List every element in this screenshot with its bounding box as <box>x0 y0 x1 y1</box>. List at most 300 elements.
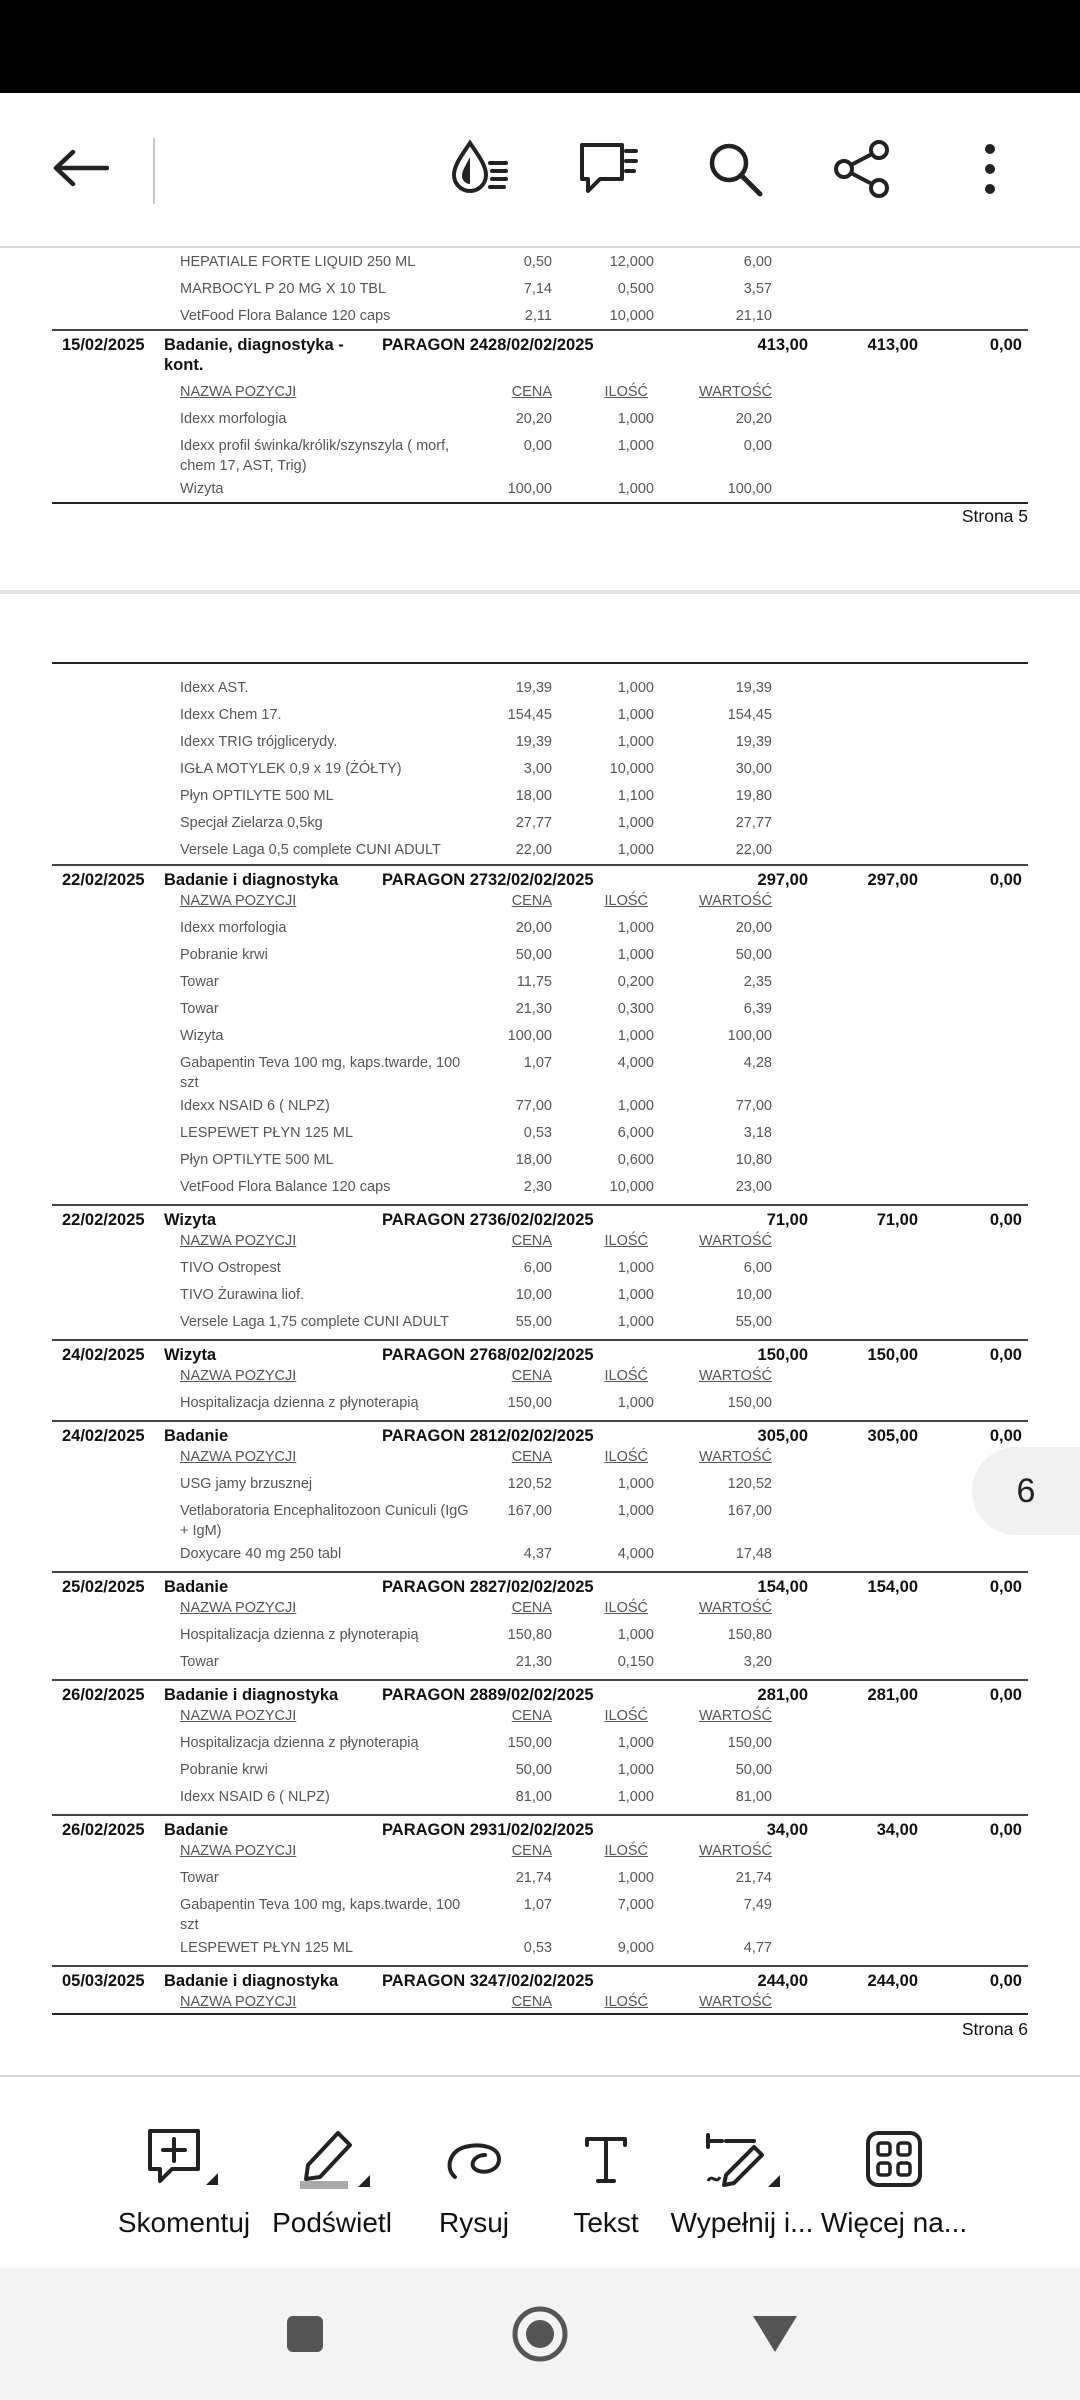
line-item-row <box>52 759 1028 785</box>
item-quantity: 1,000 <box>617 1735 654 1751</box>
item-price: 3,00 <box>523 761 552 777</box>
page-number-indicator[interactable] <box>972 1447 1080 1535</box>
line-item-row <box>52 409 1028 435</box>
item-price: 0,53 <box>523 1940 552 1956</box>
item-value: 77,00 <box>735 1098 772 1114</box>
item-price: 7,14 <box>523 281 552 297</box>
header-value: WARTOŚĆ <box>698 893 772 909</box>
item-name: Płyn OPTILYTE 500 ML <box>180 788 334 804</box>
line-item-row <box>52 1501 1028 1545</box>
transaction-row <box>52 864 1028 890</box>
header-quantity: ILOŚĆ <box>604 1233 648 1249</box>
transaction-paid: 413,00 <box>867 336 918 354</box>
item-value: 4,28 <box>743 1055 772 1071</box>
item-price: 11,75 <box>516 974 552 990</box>
line-item-row <box>52 1312 1028 1338</box>
line-item-row <box>52 252 1028 278</box>
bottom-tools-bar <box>0 2075 1080 2268</box>
item-name: Hospitalizacja dzienna z płynoterapią <box>180 1395 419 1411</box>
header-name: NAZWA POZYCJI <box>180 1233 297 1249</box>
item-price: 21,30 <box>515 1654 552 1670</box>
items-header-row <box>52 891 1028 917</box>
tool-fill-sign-label: Wypełnij i... <box>670 2207 814 2238</box>
tool-highlight-label: Podświetl <box>272 2207 392 2238</box>
items-header-row <box>52 1231 1028 1257</box>
item-quantity: 1,000 <box>617 438 654 454</box>
item-name: Idexx morfologia <box>180 411 287 427</box>
item-price: 154,45 <box>507 707 552 723</box>
item-quantity: 1,000 <box>617 734 654 750</box>
item-price: 100,00 <box>507 481 552 497</box>
item-value: 154,45 <box>727 707 772 723</box>
header-name: NAZWA POZYCJI <box>180 1708 297 1724</box>
header-price: CENA <box>511 1994 552 2010</box>
transaction-row <box>52 1679 1028 1705</box>
item-name: Gabapentin Teva 100 mg, kaps.twarde, 100 szt <box>180 1897 461 1933</box>
transaction-due: 0,00 <box>989 1346 1022 1364</box>
line-item-row <box>52 1652 1028 1678</box>
header-name: NAZWA POZYCJI <box>180 1600 297 1616</box>
header-name: NAZWA POZYCJI <box>180 1994 297 2010</box>
more-tools-icon <box>864 2129 924 2189</box>
item-quantity: 0,500 <box>617 281 654 297</box>
tool-comment-label: Skomentuj <box>117 2207 251 2238</box>
item-quantity: 10,000 <box>609 761 654 777</box>
pdf-document-view[interactable] <box>0 250 1080 2075</box>
item-quantity: 0,300 <box>617 1001 654 1017</box>
item-value: 167,00 <box>727 1503 772 1519</box>
line-item-row <box>52 1026 1028 1052</box>
transaction-paid: 71,00 <box>876 1211 918 1229</box>
item-value: 4,77 <box>743 1940 772 1956</box>
items-header-row <box>52 1598 1028 1624</box>
item-quantity: 1,000 <box>617 481 654 497</box>
transaction-total: 71,00 <box>766 1211 808 1229</box>
nav-back-button[interactable] <box>740 2268 810 2400</box>
back-button[interactable] <box>40 128 120 208</box>
item-value: 10,80 <box>735 1152 772 1168</box>
page-top-rule <box>52 662 1028 664</box>
item-quantity: 1,000 <box>617 1287 654 1303</box>
item-value: 20,20 <box>735 411 772 427</box>
line-item-row <box>52 1733 1028 1759</box>
item-name: Hospitalizacja dzienna z płynoterapią <box>180 1735 419 1751</box>
item-quantity: 9,000 <box>617 1940 654 1956</box>
header-quantity: ILOŚĆ <box>604 1449 648 1465</box>
transaction-total: 34,00 <box>766 1821 808 1839</box>
share-icon <box>831 138 893 200</box>
transaction-date: 26/02/2025 <box>62 1821 145 1839</box>
header-quantity: ILOŚĆ <box>604 1843 648 1859</box>
items-header-row <box>52 1841 1028 1867</box>
item-name: Idexx TRIG trójglicerydy. <box>180 734 338 750</box>
header-quantity: ILOŚĆ <box>604 1600 648 1616</box>
header-price: CENA <box>511 1600 552 1616</box>
item-name: MARBOCYL P 20 MG X 10 TBL <box>180 281 387 297</box>
transaction-row <box>52 1814 1028 1840</box>
line-item-row <box>52 1150 1028 1176</box>
receipt-number: PARAGON 2931/02/02/2025 <box>382 1821 594 1839</box>
header-price: CENA <box>511 893 552 909</box>
transaction-due: 0,00 <box>989 1427 1022 1445</box>
item-quantity: 1,000 <box>617 1789 654 1805</box>
back-arrow-icon <box>51 148 109 188</box>
item-value: 30,00 <box>735 761 772 777</box>
item-value: 150,80 <box>727 1627 772 1643</box>
item-quantity: 1,000 <box>617 1260 654 1276</box>
transaction-date: 26/02/2025 <box>62 1686 145 1704</box>
items-header-row <box>52 1447 1028 1473</box>
line-item-row <box>52 1177 1028 1203</box>
page-label: Strona 6 <box>961 2019 1028 2039</box>
line-item-row <box>52 1938 1028 1964</box>
comment-add-icon <box>144 2125 224 2193</box>
item-price: 1,07 <box>523 1897 552 1913</box>
receipt-number: PARAGON 2768/02/02/2025 <box>382 1346 594 1364</box>
transaction-row <box>52 1204 1028 1230</box>
item-price: 0,00 <box>523 438 552 454</box>
item-value: 21,74 <box>735 1870 772 1886</box>
item-name: Wizyta <box>180 481 224 497</box>
transaction-row <box>52 1571 1028 1597</box>
item-value: 19,39 <box>735 680 772 696</box>
item-quantity: 1,000 <box>617 1098 654 1114</box>
header-value: WARTOŚĆ <box>698 1994 772 2010</box>
header-name: NAZWA POZYCJI <box>180 1843 297 1859</box>
line-item-row <box>52 945 1028 971</box>
item-price: 50,00 <box>515 1762 552 1778</box>
item-price: 81,00 <box>515 1789 552 1805</box>
item-name: Pobranie krwi <box>180 1762 268 1778</box>
page-number-text: 6 <box>1016 1471 1036 1510</box>
header-price: CENA <box>511 1843 552 1859</box>
transaction-title: Badanie <box>164 1821 229 1839</box>
tool-more[interactable] <box>820 2077 968 2270</box>
item-value: 20,00 <box>735 920 772 936</box>
item-name: LESPEWET PŁYN 125 ML <box>180 1940 354 1956</box>
transaction-date: 24/02/2025 <box>62 1427 145 1445</box>
item-name: Pobranie krwi <box>180 947 268 963</box>
system-navigation-bar <box>0 2268 1080 2400</box>
item-price: 100,00 <box>507 1028 552 1044</box>
transaction-due: 0,00 <box>989 1686 1022 1704</box>
item-name: LESPEWET PŁYN 125 ML <box>180 1125 354 1141</box>
line-item-row <box>52 678 1028 704</box>
transaction-title: Badanie, diagnostyka - kont. <box>164 336 344 374</box>
recents-icon <box>285 2314 325 2354</box>
tool-comment[interactable] <box>110 2077 258 2270</box>
status-bar <box>0 0 1080 93</box>
tool-draw-label: Rysuj <box>438 2207 509 2238</box>
item-value: 19,80 <box>735 788 772 804</box>
item-value: 0,00 <box>743 438 772 454</box>
page-bottom-rule <box>52 502 1028 504</box>
item-value: 55,00 <box>735 1314 772 1330</box>
home-icon <box>511 2305 569 2363</box>
item-name: Płyn OPTILYTE 500 ML <box>180 1152 334 1168</box>
item-name: VetFood Flora Balance 120 caps <box>180 1179 391 1195</box>
item-price: 0,50 <box>523 254 552 270</box>
item-price: 6,00 <box>523 1260 552 1276</box>
tool-fill-sign[interactable] <box>668 2077 816 2270</box>
item-name: Towar <box>180 1001 219 1017</box>
tool-text[interactable] <box>532 2077 680 2270</box>
item-price: 18,00 <box>515 788 552 804</box>
item-name: Versele Laga 1,75 complete CUNI ADULT <box>180 1314 449 1330</box>
header-price: CENA <box>511 384 552 400</box>
header-quantity: ILOŚĆ <box>604 1708 648 1724</box>
header-value: WARTOŚĆ <box>698 1843 772 1859</box>
item-value: 6,00 <box>743 254 772 270</box>
transaction-row <box>52 1420 1028 1446</box>
header-value: WARTOŚĆ <box>698 384 772 400</box>
item-price: 22,00 <box>515 842 552 858</box>
item-price: 4,37 <box>523 1546 552 1562</box>
item-quantity: 1,000 <box>617 707 654 723</box>
item-quantity: 6,000 <box>617 1125 654 1141</box>
tool-more-label: Więcej na... <box>820 2207 968 2238</box>
item-name: Vetlaboratoria Encephalitozoon Cuniculi (IgG + IgM) <box>180 1503 469 1539</box>
item-price: 21,74 <box>515 1870 552 1886</box>
item-quantity: 1,000 <box>617 1503 654 1519</box>
line-item-row <box>52 1787 1028 1813</box>
search-icon <box>705 139 765 199</box>
comments-list-icon <box>576 139 640 199</box>
item-name: IGŁA MOTYLEK 0,9 x 19 (ŻÓŁTY) <box>180 761 402 777</box>
item-quantity: 1,000 <box>617 1476 654 1492</box>
item-price: 50,00 <box>515 947 552 963</box>
text-icon <box>581 2131 631 2187</box>
top-toolbar <box>0 93 1080 248</box>
item-name: Idexx Chem 17. <box>180 707 282 723</box>
item-name: USG jamy brzusznej <box>180 1476 313 1492</box>
item-quantity: 1,000 <box>617 842 654 858</box>
item-name: HEPATIALE FORTE LIQUID 250 ML <box>180 254 416 270</box>
item-value: 19,39 <box>735 734 772 750</box>
transaction-total: 413,00 <box>757 336 808 354</box>
line-item-row <box>52 840 1028 866</box>
header-name: NAZWA POZYCJI <box>180 384 297 400</box>
transaction-title: Badanie i diagnostyka <box>164 871 339 889</box>
line-item-row <box>52 1474 1028 1500</box>
item-quantity: 10,000 <box>609 308 654 324</box>
transaction-total: 244,00 <box>757 1972 808 1990</box>
page-bottom-rule <box>52 2013 1028 2015</box>
items-header-row <box>52 1366 1028 1392</box>
item-name: Versele Laga 0,5 complete CUNI ADULT <box>180 842 441 858</box>
item-value: 17,48 <box>735 1546 772 1562</box>
transaction-total: 150,00 <box>757 1346 808 1364</box>
header-price: CENA <box>511 1233 552 1249</box>
transaction-title: Wizyta <box>164 1211 217 1229</box>
header-price: CENA <box>511 1708 552 1724</box>
line-item-row <box>52 1053 1028 1097</box>
more-vertical-icon <box>980 139 1000 199</box>
highlighter-icon <box>290 2125 374 2193</box>
line-item-row <box>52 1096 1028 1122</box>
reading-mode-button[interactable] <box>440 129 520 209</box>
transaction-total: 154,00 <box>757 1578 808 1596</box>
item-quantity: 1,100 <box>617 788 654 804</box>
transaction-row <box>52 329 1028 377</box>
transaction-due: 0,00 <box>989 1972 1022 1990</box>
item-quantity: 4,000 <box>617 1546 654 1562</box>
line-item-row <box>52 1625 1028 1651</box>
line-item-row <box>52 732 1028 758</box>
fill-sign-icon <box>700 2125 784 2193</box>
item-name: Doxycare 40 mg 250 tabl <box>180 1546 342 1562</box>
line-item-row <box>52 999 1028 1025</box>
item-price: 55,00 <box>515 1314 552 1330</box>
line-item-row <box>52 786 1028 812</box>
item-name: Idexx NSAID 6 ( NLPZ) <box>180 1098 330 1114</box>
item-name: Towar <box>180 974 219 990</box>
item-quantity: 4,000 <box>617 1055 654 1071</box>
search-button[interactable] <box>695 129 775 209</box>
transaction-date: 22/02/2025 <box>62 871 145 889</box>
page-label: Strona 5 <box>961 506 1028 526</box>
item-value: 27,77 <box>735 815 772 831</box>
item-value: 150,00 <box>727 1395 772 1411</box>
receipt-number: PARAGON 2732/02/02/2025 <box>382 871 594 889</box>
receipt-number: PARAGON 2827/02/02/2025 <box>382 1578 594 1596</box>
item-price: 20,20 <box>515 411 552 427</box>
item-price: 150,00 <box>507 1735 552 1751</box>
tool-highlight[interactable] <box>258 2077 406 2270</box>
share-button[interactable] <box>822 129 902 209</box>
items-header-row <box>52 1706 1028 1732</box>
item-quantity: 0,200 <box>617 974 654 990</box>
item-name: Idexx profil świnka/królik/szynszyla ( morf, chem 17, AST, Trig) <box>180 438 450 474</box>
page-separator <box>0 590 1080 594</box>
transaction-date: 24/02/2025 <box>62 1346 145 1364</box>
header-name: NAZWA POZYCJI <box>180 1368 297 1384</box>
item-value: 10,00 <box>735 1287 772 1303</box>
overflow-menu-button[interactable] <box>950 129 1030 209</box>
receipt-number: PARAGON 2428/02/02/2025 <box>382 336 594 354</box>
transaction-paid: 297,00 <box>867 871 918 889</box>
transaction-paid: 281,00 <box>867 1686 918 1704</box>
transaction-title: Badanie <box>164 1578 229 1596</box>
back-triangle-icon <box>751 2314 799 2354</box>
item-name: Wizyta <box>180 1028 224 1044</box>
receipt-number: PARAGON 2736/02/02/2025 <box>382 1211 594 1229</box>
header-quantity: ILOŚĆ <box>604 384 648 400</box>
line-item-row <box>52 1868 1028 1894</box>
item-name: Specjał Zielarza 0,5kg <box>180 815 323 831</box>
item-price: 167,00 <box>507 1503 552 1519</box>
line-item-row <box>52 705 1028 731</box>
nav-home-button[interactable] <box>505 2268 575 2400</box>
item-quantity: 1,000 <box>617 1028 654 1044</box>
item-quantity: 1,000 <box>617 920 654 936</box>
item-value: 50,00 <box>735 947 772 963</box>
item-quantity: 0,150 <box>617 1654 654 1670</box>
transaction-paid: 244,00 <box>867 1972 918 1990</box>
header-name: NAZWA POZYCJI <box>180 893 297 909</box>
line-item-row <box>52 972 1028 998</box>
transaction-due: 0,00 <box>989 871 1022 889</box>
item-name: Idexx AST. <box>180 680 249 696</box>
transaction-total: 297,00 <box>757 871 808 889</box>
item-value: 3,18 <box>743 1125 772 1141</box>
transaction-date: 22/02/2025 <box>62 1211 145 1229</box>
header-quantity: ILOŚĆ <box>604 1994 648 2010</box>
item-value: 120,52 <box>727 1476 772 1492</box>
item-value: 21,10 <box>735 308 772 324</box>
transaction-row <box>52 1339 1028 1365</box>
tool-draw[interactable] <box>400 2077 548 2270</box>
transaction-date: 05/03/2025 <box>62 1972 145 1990</box>
transaction-title: Badanie <box>164 1427 229 1445</box>
header-value: WARTOŚĆ <box>698 1233 772 1249</box>
item-quantity: 1,000 <box>617 1762 654 1778</box>
line-item-row <box>52 1544 1028 1570</box>
item-price: 0,53 <box>523 1125 552 1141</box>
liquid-mode-icon <box>448 137 512 201</box>
item-name: Idexx morfologia <box>180 920 287 936</box>
item-name: Towar <box>180 1870 219 1886</box>
item-name: TIVO Ostropest <box>180 1260 281 1276</box>
header-value: WARTOŚĆ <box>698 1708 772 1724</box>
transaction-due: 0,00 <box>989 1211 1022 1229</box>
item-price: 77,00 <box>515 1098 552 1114</box>
draw-icon <box>441 2129 507 2189</box>
transaction-date: 25/02/2025 <box>62 1578 145 1596</box>
transaction-date: 15/02/2025 <box>62 336 145 354</box>
header-quantity: ILOŚĆ <box>604 893 648 909</box>
line-item-row <box>52 1393 1028 1419</box>
line-item-row <box>52 1285 1028 1311</box>
header-value: WARTOŚĆ <box>698 1368 772 1384</box>
nav-recents-button[interactable] <box>270 2268 340 2400</box>
transaction-title: Wizyta <box>164 1346 217 1364</box>
item-price: 21,30 <box>515 1001 552 1017</box>
item-quantity: 10,000 <box>609 1179 654 1195</box>
transaction-paid: 150,00 <box>867 1346 918 1364</box>
comments-button[interactable] <box>568 129 648 209</box>
line-item-row <box>52 918 1028 944</box>
item-value: 6,00 <box>743 1260 772 1276</box>
transaction-total: 305,00 <box>757 1427 808 1445</box>
transaction-due: 0,00 <box>989 1578 1022 1596</box>
header-price: CENA <box>511 1449 552 1465</box>
item-value: 50,00 <box>735 1762 772 1778</box>
item-value: 3,57 <box>743 281 772 297</box>
item-price: 10,00 <box>515 1287 552 1303</box>
header-name: NAZWA POZYCJI <box>180 1449 297 1465</box>
item-price: 19,39 <box>515 680 552 696</box>
line-item-row <box>52 1258 1028 1284</box>
item-quantity: 1,000 <box>617 947 654 963</box>
item-quantity: 1,000 <box>617 1314 654 1330</box>
item-price: 150,80 <box>507 1627 552 1643</box>
header-value: WARTOŚĆ <box>698 1449 772 1465</box>
item-value: 3,20 <box>743 1654 772 1670</box>
item-value: 100,00 <box>727 481 772 497</box>
header-value: WARTOŚĆ <box>698 1600 772 1616</box>
item-value: 2,35 <box>743 974 772 990</box>
line-item-row <box>52 436 1028 480</box>
item-price: 18,00 <box>515 1152 552 1168</box>
item-value: 100,00 <box>727 1028 772 1044</box>
receipt-number: PARAGON 3247/02/02/2025 <box>382 1972 594 1990</box>
item-price: 2,30 <box>523 1179 552 1195</box>
item-quantity: 7,000 <box>617 1897 654 1913</box>
item-name: VetFood Flora Balance 120 caps <box>180 308 391 324</box>
item-quantity: 12,000 <box>609 254 654 270</box>
item-price: 19,39 <box>515 734 552 750</box>
